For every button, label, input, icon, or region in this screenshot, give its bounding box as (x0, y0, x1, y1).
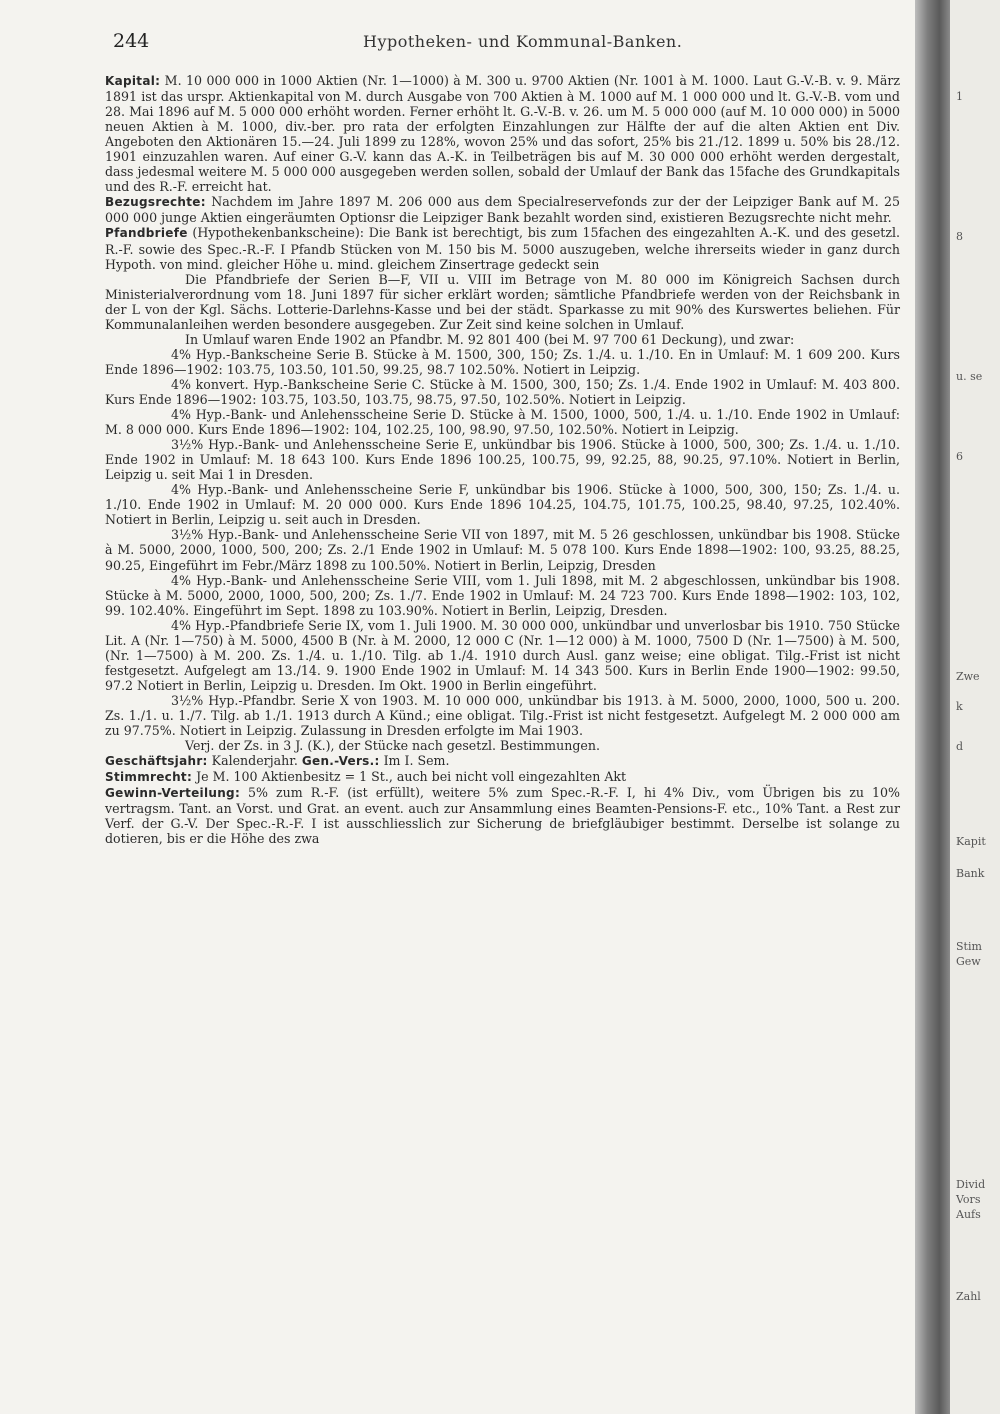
section-stimmrecht (105, 769, 900, 785)
page-fragment: d (956, 740, 964, 753)
paragraph: 4% Hyp.-Pfandbriefe Serie IX, vom 1. Juli 1900. M. 30 000 000, unkündbar und unverlosbar bis 1910. 750 Stücke Lit. A (Nr. 1—750) à M. 5000, 4500 B (Nr. à M. 2000, 12 000 C (Nr. 1—12 000) à M. 1000, 7500 D (Nr. 1—7500) à M. 500, (Nr. 1—7500) à M. 200. Zs. 1./4. u. 1./10. Tilg. ab 1./4. 1910 durch Ausl. ganz weise; eine obligat. Tilg.-Frist ist nicht festgesetzt. Aufgelegt am 13./14. 9. 1900 Ende 1902 in Umlauf: M. 14 343 500. Kurs in Berlin Ende 1900—1902: 99.50, 97.2 Notiert in Berlin, Leipzig u. Dresden. Im Okt. 1900 in Berlin eingeführt. (105, 617, 900, 693)
paragraph: 4% Hyp.-Bank- und Anlehensscheine Serie D. Stücke à M. 1500, 1000, 500, 1./4. u. 1./10. Ende 1902 in Umlauf: M. 8 000 000. Kurs Ende 1896—1902: 104, 102.25, 100, 98.90, 97.50, 102.50%. Notiert in Leipzig. (105, 407, 900, 438)
section-text: Je M. 100 Aktienbesitz = 1 St., auch bei nicht voll eingezahlten Akt (192, 769, 627, 785)
paragraph: Verj. der Zs. in 3 J. (K.), der Stücke nach gesetzl. Bestimmungen. (185, 738, 600, 754)
section-kapital (105, 73, 900, 194)
paragraph: 4% Hyp.-Bankscheine Serie B. Stücke à M. 1500, 300, 150; Zs. 1./4. u. 1./10. En in Umlauf: M. 1 609 200. Kurs Ende 1896—1902: 103.75, 103.50, 101.50, 99.25, 98.7 102.50%. Notiert in Leipzig. (105, 346, 900, 377)
page-header (113, 30, 903, 60)
page-fragment: 1 (956, 90, 963, 103)
section-keyword: Stimmrecht: (105, 770, 193, 785)
page-fragment: 6 (956, 450, 963, 463)
section-keyword: Gen.-Vers.: (301, 754, 380, 769)
page-number: 244 (113, 30, 150, 52)
page-fragment: Vors (956, 1193, 981, 1206)
page-fragment: Kapit (956, 835, 986, 848)
paragraph: In Umlauf waren Ende 1902 an Pfandbr. M. 92 801 400 (bei M. 97 700 61 Deckung), und zwar: (185, 331, 795, 347)
section-bezugsrechte (105, 194, 900, 225)
section-gewinn-verteilung (105, 785, 900, 846)
page-fragment: Stim (956, 940, 982, 953)
page-fragment: u. se (956, 370, 983, 383)
paragraph: 3½% Hyp.-Bank- und Anlehensscheine Serie VII von 1897, mit M. 5 26 geschlossen, unkündbar bis 1908. Stücke à M. 5000, 2000, 1000, 500, 200; Zs. 2./1 Ende 1902 in Umlauf: M. 5 078 100. Kurs Ende 1898—1902: 100, 93.25, 88.25, 90.25, Eingeführt im Febr./März 1898 zu 100.50%. Notiert in Berlin, Leipzig, Dresden (105, 527, 900, 573)
section-keyword: Pfandbriefe (105, 226, 188, 241)
page-fragment: k (956, 700, 963, 713)
page-fragment: 8 (956, 230, 963, 243)
page-fragment: Divid (956, 1178, 986, 1191)
section-keyword: Bezugsrechte: (105, 195, 206, 210)
book-gutter (915, 0, 950, 1414)
section-text: 5% zum R.-F. (ist erfüllt), weitere 5% zum Spec.-R.-F. I, hi 4% Div., vom Übrigen bis zu 10% vertragsm. Tant. an Vorst. und Grat. an event. auch zur Ansammlung eines Beamten-Pensions-F. etc., 10% Tant. a Rest zur Verf. der G.-V. Der Spec.-R.-F. I ist ausschliesslich zur Sicherung de briefgläubiger bestimmt. Derselbe ist solange zu dotieren, bis er die Höhe des zwa (105, 785, 900, 847)
section-text: M. 10 000 000 in 1000 Aktien (Nr. 1—1000) à M. 300 u. 9700 Aktien (Nr. 1001 à M. 1000. Laut G.-V.-B. v. 9. März 1891 ist das urspr. Aktienkapital von M. durch Ausgabe von 700 Aktien à M. 1000 auf M. 1 000 000 und lt. G.-V.-B. vom und 28. Mai 1896 auf M. 5 000 000 erhöht worden. Ferner erhöht lt. G.-V.-B. v. 26. um M. 5 000 000 (auf M. 10 000 000) in 5000 neuen Aktien à M. 1000, div.-ber. pro rata der erfolgten Einzahlungen zur Hälfte der auf die alten Aktien ent Div. Angeboten den Aktionären 15.—24. Juli 1899 zu 128%, wovon 25% und das sofort, 25% bis 21./12. 1899 u. 50% bis 28./12. 1901 einzuzahlen waren. Auf einer G.-V. kann das A.-K. in Teilbeträgen bis auf M. 30 000 000 erhöht werden dergestalt, dass jedesmal weitere M. 5 000 000 ausgegeben werden sollen, sobald der Umlauf der Bank das 15fache des Grundkapitals und des R.-F. erreicht hat. (105, 73, 900, 195)
paragraph: 3½% Hyp.-Bank- und Anlehensscheine Serie E, unkündbar bis 1906. Stücke à 1000, 500, 300; Zs. 1./4. u. 1./10. Ende 1902 in Umlauf: M. 18 643 100. Kurs Ende 1896 100.25, 100.75, 99, 92.25, 88, 90.25, 97.10%. Notiert in Berlin, Leipzig u. seit Mai 1 in Dresden. (105, 437, 900, 483)
section-text: (Hypothekenbankscheine): Die Bank ist berechtigt, bis zum 15fachen des eingezahlten A.-K. und des gesetzl. R.-F. sowie des Spec.-R.-F. I Pfandb Stücken von M. 150 bis M. 5000 auszugeben, welche ihrerseits wieder in ganz durch Hypoth. von mind. gleicher Höhe u. mind. gleichem Zinsertrage gedeckt sein (105, 225, 900, 272)
section-text: Im I. Sem. (379, 753, 450, 769)
page-fragment: Zwe (956, 670, 980, 683)
running-title: Hypotheken- und Kommunal-Banken. (363, 32, 683, 51)
section-text: Kalenderjahr. (207, 753, 302, 769)
paragraph: 4% konvert. Hyp.-Bankscheine Serie C. Stücke à M. 1500, 300, 150; Zs. 1./4. Ende 1902 in Umlauf: M. 403 800. Kurs Ende 1896—1902: 103.75, 103.50, 103.75, 98.75, 97.50, 102.50%. Notiert in Leipzig. (105, 376, 900, 407)
page-fragment: Aufs (956, 1208, 981, 1221)
page-fragment: Zahl (956, 1290, 981, 1303)
paragraph: 4% Hyp.-Bank- und Anlehensscheine Serie F, unkündbar bis 1906. Stücke à 1000, 500, 300, 150; Zs. 1./4. u. 1./10. Ende 1902 in Umlauf: M. 20 000 000. Kurs Ende 1896 104.25, 104.75, 101.75, 100.25, 98.40, 97.25, 102.40%. Notiert in Berlin, Leipzig u. seit auch in Dresden. (105, 482, 900, 528)
paragraph: 3½% Hyp.-Pfandbr. Serie X von 1903. M. 10 000 000, unkündbar bis 1913. à M. 5000, 2000, 1000, 500 u. 200. Zs. 1./1. u. 1./7. Tilg. ab 1./1. 1913 durch A Künd.; eine obligat. Tilg.-Frist ist nicht festgesetzt. Aufgelegt M. 2 000 000 am zu 97.75%. Notiert in Leipzig. Zulassung in Dresden erfolgte im Mai 1903. (105, 692, 900, 739)
section-keyword: Geschäftsjahr: (105, 754, 208, 769)
section-keyword: Gewinn-Verteilung: (105, 786, 241, 801)
page-fragment: Bank (956, 867, 985, 880)
page-fragment: Gew (956, 955, 981, 968)
page-body (105, 73, 900, 846)
section-text: Nachdem im Jahre 1897 M. 206 000 aus dem Specialreservefonds zur der der Leipziger Bank auf M. 25 000 000 junge Aktien eingeräumten Optionsr die Leipziger Bank bezahlt worden sind, existieren Bezugsrechte nicht mehr. (105, 194, 900, 226)
section-pfandbriefe (105, 225, 900, 271)
section-geschaeftsjahr (105, 753, 900, 769)
paragraph: Die Pfandbriefe der Serien B—F, VII u. VIII im Betrage von M. 80 000 im Königreich Sachsen durch Ministerialverordnung vom 18. Juni 1897 für sicher erklärt worden; sämtliche Pfandbriefe werden von der Reichsbank in der L von der Kgl. Sächs. Lotterie-Darlehns-Kasse und bei der städt. Sparkasse zu mit 90% des Kurswertes beliehen. Für Kommunalanleihen werden besondere ausgegeben. Zur Zeit sind keine solchen in Umlauf. (105, 271, 900, 332)
paragraph: 4% Hyp.-Bank- und Anlehensscheine Serie VIII, vom 1. Juli 1898, mit M. 2 abgeschlossen, unkündbar bis 1908. Stücke à M. 5000, 2000, 1000, 500, 200; Zs. 1./7. Ende 1902 in Umlauf: M. 24 723 700. Kurs Ende 1898—1902: 103, 102, 99. 102.40%. Eingeführt im Sept. 1898 zu 103.90%. Notiert in Berlin, Leipzig, Dresden. (105, 572, 900, 618)
adjacent-page-edge (950, 0, 1000, 1414)
section-keyword: Kapital: (105, 74, 161, 88)
